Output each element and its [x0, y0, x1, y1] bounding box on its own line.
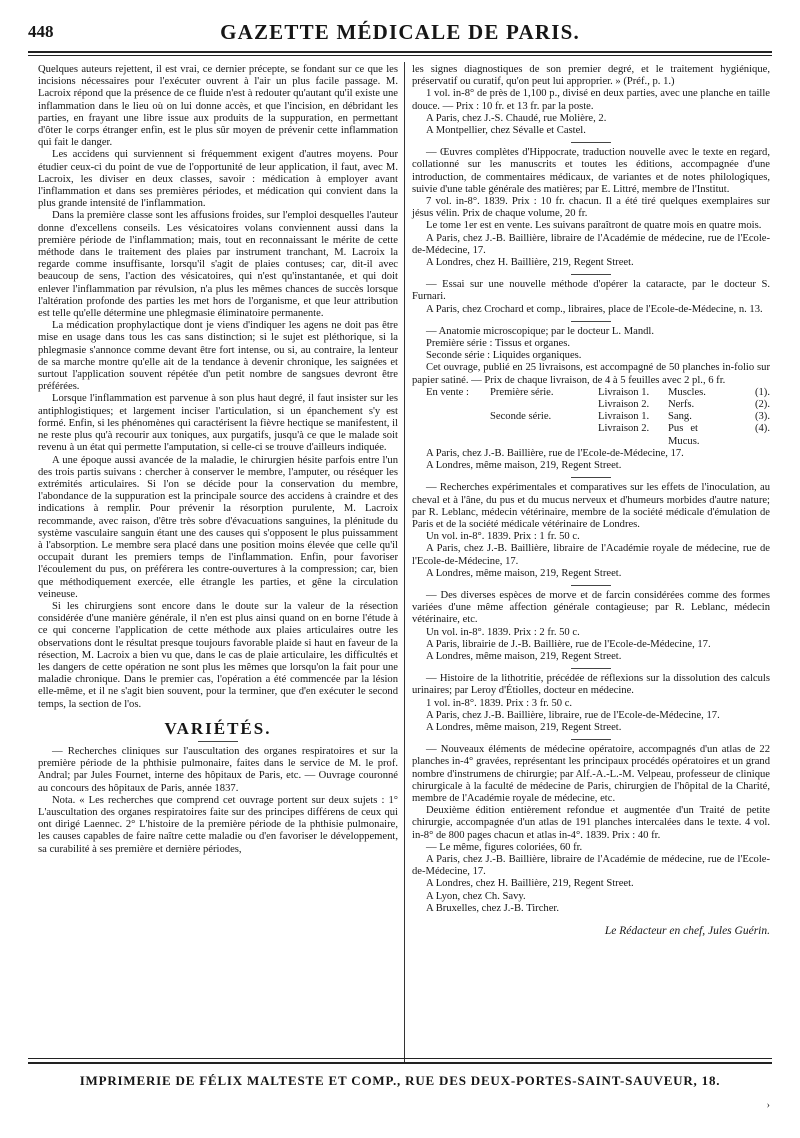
- separator: [571, 321, 611, 322]
- publisher-line: A Londres, même maison, 219, Regent Street.: [426, 721, 622, 733]
- book-notice: — Anatomie microscopique; par le docteur L. Mandl.: [426, 325, 654, 337]
- separator: [198, 741, 238, 742]
- column-divider: [404, 62, 405, 1062]
- publisher-line: A Londres, même maison, 219, Regent Street.: [426, 650, 622, 662]
- variety-note: Nota. « Les recherches que comprend cet ouvrage portent sur deux sujets : 1° L'auscultation des organes respiratoires faite sur des principes différens de ceux qui ont dirigé Laennec. 2° L'histoire de la première période de la phthisie pulmonaire, les causes capables de faire naître cette maladie ou d'en favoriser le développement, sa curabilité à ses première et dernière périodes,: [38, 794, 398, 855]
- publisher-line: A Bruxelles, chez J.-B. Tircher.: [426, 902, 559, 914]
- header-rule-thick: [28, 51, 772, 53]
- publisher-line: A Londres, même maison, 219, Regent Street.: [426, 460, 622, 472]
- publisher-line: A Londres, même maison, 219, Regent Street.: [426, 567, 622, 579]
- corner-mark: ›: [766, 1100, 770, 1111]
- publisher-line: A Paris, chez J.-B. Baillière, libraire, rue de l'Ecole-de-Médecine, 17.: [426, 709, 720, 721]
- separator: [571, 477, 611, 478]
- variety-entry: — Recherches cliniques sur l'auscultation des organes respiratoires et sur la première période de la phthisie pulmonaire, faites dans le service de M. le prof. Andral; par Jules Fournet, interne des hôpitaux de Paris, etc. — Ouvrage couronné au concours des hôpitaux de Paris, année 1837.: [38, 745, 398, 794]
- paragraph: 1 vol. in-8°. 1839. Prix : 3 fr. 50 c.: [426, 697, 573, 709]
- book-notice: — Des diverses espèces de morve et de farcin considérées comme des formes variées d'une même affection générale contagieuse; par R. Leblanc, médecin vétérinaire, etc.: [412, 589, 770, 626]
- left-column: [38, 64, 398, 856]
- publisher-line: A Paris, chez J.-B. Baillière, libraire de l'Académie de médecine, rue de l'Ecole-de-Médecine, 17.: [412, 232, 770, 256]
- paragraph: — Le même, figures coloriées, 60 fr.: [426, 841, 583, 853]
- book-notice: — Recherches expérimentales et comparatives sur les effets de l'inoculation, au cheval et à l'âne, du pus et du mucus nerveux et d'humeurs morbides d'autre nature; par R. Leblanc, médecin vétérinaire, membre de la société médicale d'émulation de Paris et de la société médicale vétérinaire de Londres.: [412, 482, 770, 530]
- book-notice: — Nouveaux éléments de médecine opératoire, accompagnés d'un atlas de 22 planches in-4° gravées, représentant les principaux procédés opératoires et un grand nombre d'instrumens de chirurgie; par Alf.-A.-L.-M. Velpeau, professeur de clinique chirurgicale à la faculté de médecine de Paris, chirurgien de l'hôpital de la Charité, membre de l'Académie royale de médecine, etc.: [412, 744, 770, 804]
- paragraph: Quelques auteurs rejettent, il est vrai, ce dernier précepte, se fondant sur ce que les incisions nécessaires pour l'exécuter ouvrent à l'air un plus facile passage. M. Lacroix répond que la présence de ce fluide n'est à redouter qu'autant qu'il existe une inflammation dans le lieu où on lui donne accès, et que l'incision, en débridant les parties, en frayant une libre issue aux produits de la suppuration, en permettant d'ôter le corps étranger enfin, est le plus sûr moyen de prévenir cette inflammation qui fait le danger.: [38, 64, 398, 149]
- publisher-line: A Londres, chez H. Baillière, 219, Regent Street.: [426, 257, 634, 269]
- paragraph: Un vol. in-8°. 1839. Prix : 2 fr. 50 c.: [426, 626, 580, 638]
- section-heading-varietes: VARIÉTÉS.: [164, 718, 272, 738]
- publisher-line: A Paris, librairie de J.-B. Baillière, rue de l'Ecole-de-Médecine, 17.: [426, 638, 711, 650]
- paragraph: La médication prophylactique dont je viens d'indiquer les agens ne doit pas être mise en usage dans tous les cas sans distinction; si le sujet est pléthorique, si la phlegmasie s'annonce comme devant être fort intense, ou si, au contraire, la lenteur de sa marche montre qu'elle ait de la tendance à devenir chronique, les saignées et surtout l'application souvent répétée d'un petit nombre de sangsues devront être préférées.: [38, 320, 398, 393]
- footer-rule-thin: [28, 1058, 772, 1059]
- series-line: Seconde série : Liquides organiques.: [426, 350, 582, 362]
- masthead-title: GAZETTE MÉDICALE DE PARIS.: [220, 20, 580, 44]
- publisher-line: A Londres, chez H. Baillière, 219, Regent Street.: [426, 878, 634, 890]
- paragraph: Lorsque l'inflammation est parvenue à son plus haut degré, il faut insister sur les antiphlogistiques; et largement inciser l'articulation, si un épanchement s'y est formé. Enfin, si les phénomènes qui caractérisent la fièvre hectique se manifestent, il ne reste plus qu'à recourir aux toniques, aux purgatifs, jusqu'à ce que le malade soit revenu à un état qui permette l'amputation, si celle-ci se trouve d'ailleurs indiquée.: [38, 393, 398, 454]
- book-notice: — Essai sur une nouvelle méthode d'opérer la cataracte, par le docteur S. Furnari.: [412, 279, 770, 303]
- publisher-line: A Paris, chez J.-B. Baillière, rue de l'Ecole-de-Médecine, 17.: [426, 447, 684, 459]
- listing-row: En vente : Première série. Livraison 1. Muscles. (1).: [426, 386, 770, 398]
- separator: [571, 739, 611, 740]
- paragraph: A une époque aussi avancée de la maladie, le chirurgien hésite parfois entre l'un des trois partis suivans : chercher à conserver le membre, l'amputer, ou réséquer les extrémités articulaires. Si l'on se décide pour la conservation du membre, l'abondance de la suppuration est la principale source des accidens à craindre et des indications à remplir. Pour prévenir la résorption purulente, M. Lacroix recommande, avec raison, d'être très sobre d'évacuations sanguines, la plénitude du système vasculaire sanguin étant une des causes qui s'opposent le plus puissamment à l'absorption. Le membre sera placé dans une position moins élevée que celle qu'il occupait durant les premiers temps de l'inflammation. Enfin, pour favoriser l'écoulement du pus, on préférera les contre-ouvertures à la compression; car, bien que méthodiquement exercée, elle étrangle les parties, et gêne la circulation veineuse.: [38, 454, 398, 600]
- paragraph: Le tome 1er est en vente. Les suivans paraîtront de quatre mois en quatre mois.: [426, 220, 762, 232]
- listing-row: Livraison 2. Pus et Mucus. (4).: [598, 423, 770, 447]
- series-line: Première série : Tissus et organes.: [426, 338, 570, 350]
- paragraph: Un vol. in-8°. 1839. Prix : 1 fr. 50 c.: [426, 531, 580, 543]
- book-notice: — Œuvres complètes d'Hippocrate, traduction nouvelle avec le texte en regard, collationné sur les manuscrits et toutes les éditions, accompagnée d'une introduction, de commentaires médicaux, de variantes et de notes philologiques, suivie d'une table générale des matières; par E. Littré, membre de l'Institut.: [412, 147, 770, 195]
- publisher-line: A Lyon, chez Ch. Savy.: [426, 890, 526, 902]
- listing-row: Livraison 2. Nerfs. (2).: [598, 399, 770, 411]
- publisher-line: A Paris, chez J.-B. Baillière, libraire de l'Académie royale de médecine, rue de l'Ecole-de-Médecine, 17.: [412, 543, 770, 567]
- paragraph: les signes diagnostiques de son premier degré, et le traitement hygiénique, préservatif ou curatif, qu'on peut lui approprier. » (Préf., p. 1.): [412, 64, 770, 88]
- publisher-line: A Paris, chez J.-S. Chaudé, rue Molière, 2.: [426, 112, 607, 124]
- paragraph: Si les chirurgiens sont encore dans le doute sur la valeur de la résection considérée d'une manière générale, il n'en est plus ainsi quand on en borne l'étude à ce qui concerne l'application de cette méthode aux plaies articulaires outre les observations dont le résultat presque toujours favorable plaide si haut en faveur de la résection, M. Lacroix a bien vu que, dans le cas de plaie articulaire, les difficultés et les dangers de cette opération ne sont plus les mêmes que lorsqu'on la fait pour une maladie chronique. Dans le premier cas, l'opération a été commencée par la lésion elle-même, et il ne s'agit bien souvent, pour la terminer, que d'en exécuter le second temps, la section de l'os.: [38, 600, 398, 710]
- footer-rule-thick: [28, 1062, 772, 1064]
- publisher-line: A Paris, chez Crochard et comp., libraires, place de l'Ecole-de-Médecine, n. 13.: [426, 303, 763, 315]
- separator: [571, 142, 611, 143]
- publisher-line: A Montpellier, chez Sévalle et Castel.: [426, 125, 586, 137]
- listing-row: Seconde série. Livraison 1. Sang. (3).: [490, 411, 770, 423]
- editor-signature: Le Rédacteur en chef, Jules Guérin.: [604, 925, 770, 937]
- paragraph: Les accidens qui surviennent si fréquemment exigent d'autres moyens. Pour étudier ceux-ci du point de vue de l'opportunité de leur application, il faut, avec M. Lacroix, les diviser en deux classes, savoir : médication à employer avant l'inflammation et dans ses premières périodes, et médication qui convient dans la plus grande intensité de l'inflammation.: [38, 149, 398, 210]
- separator: [571, 668, 611, 669]
- page-header: [28, 20, 772, 46]
- book-notice: — Histoire de la lithotritie, précédée de réflexions sur la dissolution des calculs urinaires; par Leroy d'Étiolles, docteur en médecine.: [412, 673, 770, 697]
- page-number: 448: [28, 22, 54, 41]
- paragraph: 1 vol. in-8° de près de 1,100 p., divisé en deux parties, avec une planche en taille douce. — Prix : 10 fr. et 13 fr. par la poste.: [412, 88, 770, 112]
- printer-imprint: IMPRIMERIE DE FÉLIX MALTESTE ET COMP., RUE DES DEUX-PORTES-SAINT-SAUVEUR, 18.: [79, 1073, 721, 1088]
- right-column: [412, 64, 770, 937]
- paragraph: Deuxième édition entièrement refondue et augmentée d'un Traité de petite chirurgie, accompagnée d'un atlas de 191 planches intercalées dans le texte. 4 vol. in-8° de 800 pages chacun et atlas in-4°. 1839. Prix : 40 fr.: [412, 805, 770, 841]
- paragraph: Dans la première classe sont les affusions froides, sur l'emploi desquelles l'auteur donne d'excellens conseils. Les vésicatoires volans conviennent aussi dans la première période de l'inflammation; mais, tout en reconnaissant le mérite de cette méthode dans le traitement des plaies par instrument tranchant, M. Lacroix la regarde comme insuffisante, lorsqu'il s'agit de plaies contuses; car, dit-il avec beaucoup de sens, l'action des vésicatoires, qui n'est qu'instantanée, et qui doit enlever l'inflammation par révulsion, n'a plus les mêmes chances de succès lorsque l'altération profonde des parties les met hors de l'organisme, et que leur attribution est telle qu'elle détermine une phlegmasie éliminatoire permanente.: [38, 210, 398, 320]
- publisher-line: A Paris, chez J.-B. Baillière, libraire de l'Académie de médecine, rue de l'Ecole-de-Médecine, 17.: [412, 853, 770, 878]
- installment-listing: [412, 387, 770, 448]
- paragraph: 7 vol. in-8°. 1839. Prix : 10 fr. chacun. Il a été tiré quelques exemplaires sur jésus vélin. Prix de chaque volume, 20 fr.: [412, 196, 770, 220]
- separator: [571, 274, 611, 275]
- paragraph: Cet ouvrage, publié en 25 livraisons, est accompagné de 50 planches in-folio sur papier satiné. — Prix de chaque livraison, de 4 à 5 feuilles avec 2 pl., 6 fr.: [412, 362, 770, 386]
- separator: [571, 585, 611, 586]
- header-rule-thin: [28, 55, 772, 56]
